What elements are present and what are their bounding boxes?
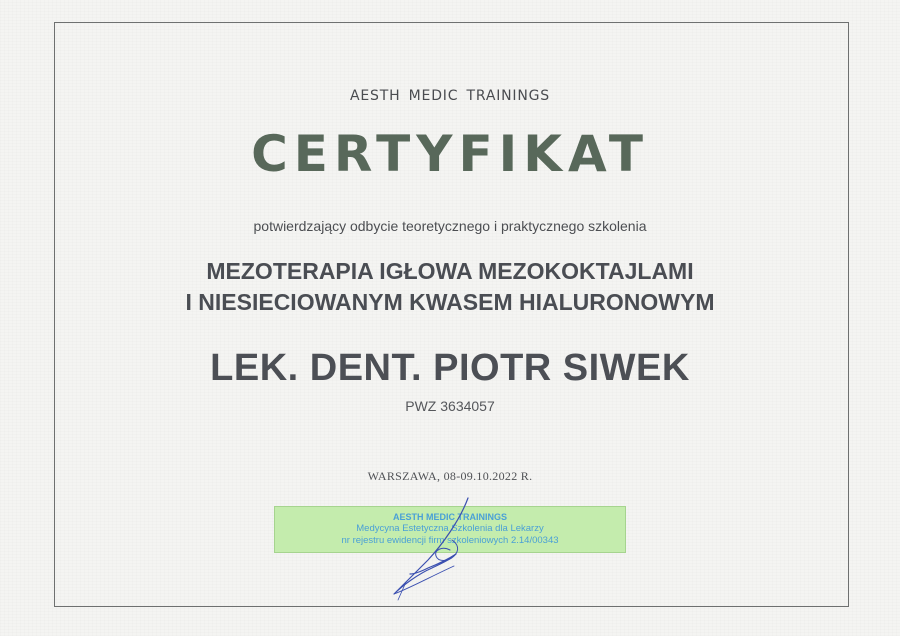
recipient-name: LEK. DENT. PIOTR SIWEK bbox=[210, 347, 690, 389]
course-title-line-1: MEZOTERAPIA IGŁOWA MEZOKOKTAJLAMI bbox=[206, 258, 694, 284]
handwritten-signature bbox=[380, 490, 490, 605]
confirmation-text: potwierdzający odbycie teoretycznego i praktycznego szkolenia bbox=[253, 218, 647, 234]
license-number: PWZ 3634057 bbox=[405, 398, 495, 414]
stamp-registry-number: nr rejestru ewidencji firm szkoleniowych 2.14/00343 bbox=[341, 535, 559, 546]
course-title-line-2: I NIESIECIOWANYM KWASEM HIALURONOWYM bbox=[185, 289, 715, 315]
stamp-description: Medycyna Estetyczna Szkolenia dla Lekarzy bbox=[356, 523, 544, 534]
organization-name: AESTH MEDIC TRAININGS bbox=[350, 88, 550, 104]
certificate-title: CERTYFIKAT bbox=[251, 125, 649, 183]
course-title bbox=[0, 256, 900, 318]
stamp-company-name: AESTH MEDIC TRAININGS bbox=[392, 512, 507, 522]
place-and-date: WARSZAWA, 08-09.10.2022 R. bbox=[367, 469, 533, 483]
